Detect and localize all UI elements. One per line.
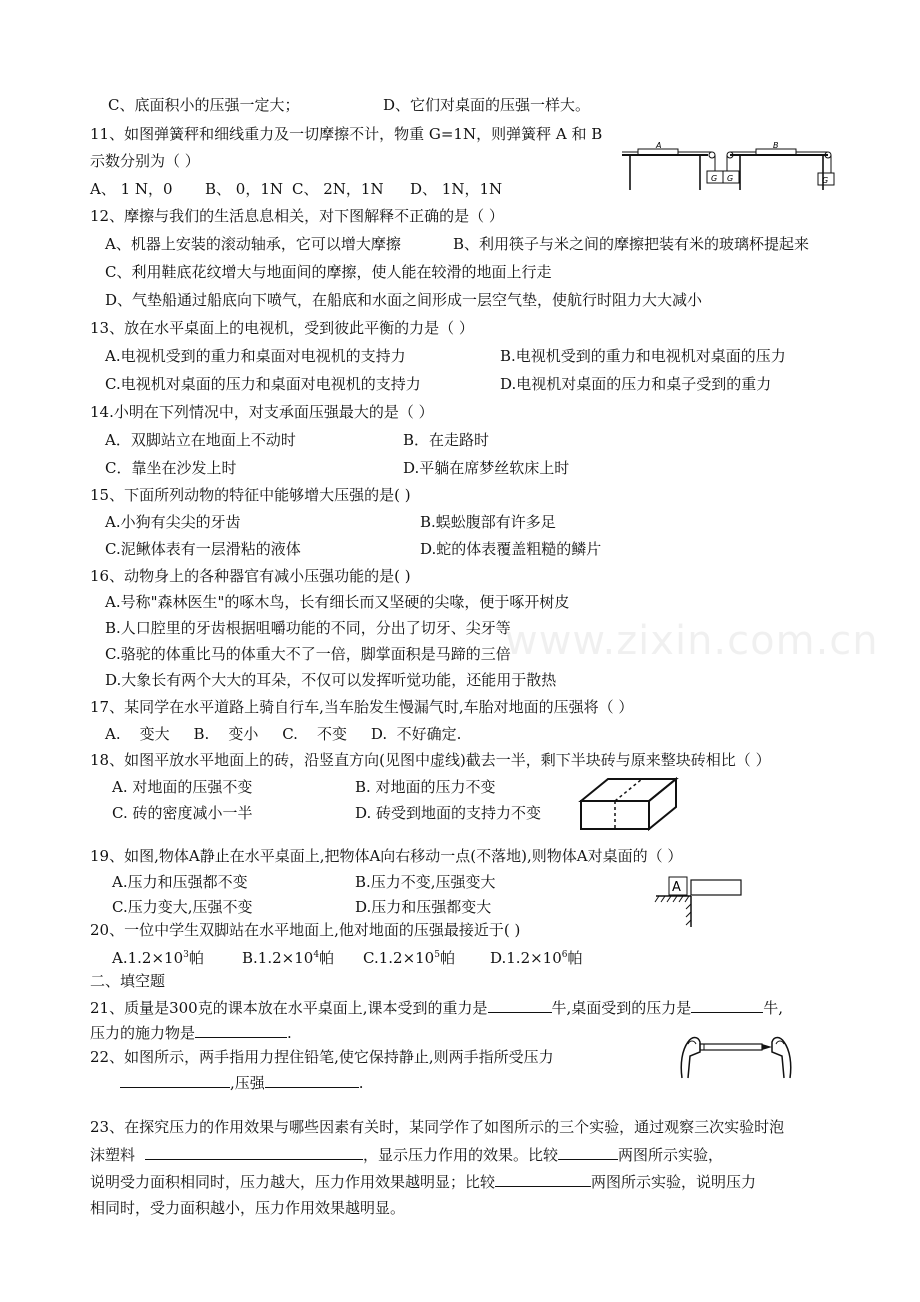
q18-option-d: D. 砖受到地面的支持力不变 (355, 804, 542, 822)
q14-option-b: B．在走路时 (403, 431, 490, 449)
q21-blank-1[interactable] (488, 997, 552, 1013)
weight-g-label-3: G (822, 176, 829, 185)
q23-blank-2[interactable] (558, 1144, 618, 1160)
scale-b-label: B (773, 141, 779, 150)
q17-stem: 17、某同学在水平道路上骑自行车,当车胎发生慢漏气时,车胎对地面的压强将（ ） (90, 698, 634, 716)
q11-option-b: B、 0，1N (205, 180, 284, 198)
q23-line-1: 23、在探究压力的作用效果与哪些因素有关时，某同学作了如图所示的三个实验，通过观察三次实验时泡 (90, 1118, 785, 1136)
q19-option-a: A.压力和压强都不变 (112, 873, 248, 891)
q18-stem: 18、如图平放水平地面上的砖，沿竖直方向(见图中虚线)截去一半，剩下半块砖与原来整块砖相比（ ） (90, 751, 771, 769)
q13-option-d: D.电视机对桌面的压力和桌子受到的重力 (500, 375, 772, 393)
q13-stem: 13、放在水平桌面上的电视机，受到彼此平衡的力是（ ） (90, 319, 474, 337)
q11-option-c: C、 2N，1N (292, 180, 384, 198)
q11-stem-2: 示数分别为（ ） (90, 152, 200, 170)
q22-blank-2[interactable] (265, 1072, 359, 1088)
q18-option-b: B. 对地面的压力不变 (355, 778, 496, 796)
spring-scale-figure (618, 138, 838, 193)
weight-g-label-1: G (711, 174, 718, 183)
q21-blank-3[interactable] (195, 1022, 287, 1038)
q23-line-3: 说明受力面积相同时，压力越大，压力作用效果越明显；比较 两图所示实验，说明压力 (90, 1173, 757, 1191)
q19-stem: 19、如图,物体A静止在水平桌面上,把物体A向右移动一点(不落地),则物体A对桌面的（ ） (90, 847, 683, 865)
q13-option-c: C.电视机对桌面的压力和桌面对电视机的支持力 (105, 375, 421, 393)
q20-option-c: $C.1.2\times 10^5$帕 (363, 949, 455, 967)
q22-line-2: ,压强 . (120, 1072, 364, 1093)
q14-option-c: C．靠坐在沙发上时 (105, 459, 237, 477)
q23-line-2: 沫塑料 ，显示压力作用的效果。比较 两图所示实验， (90, 1146, 724, 1164)
q11-option-a: A、 1 N，0 (90, 180, 173, 198)
q13-option-b: B.电视机受到的重力和电视机对桌面的压力 (500, 347, 786, 365)
q10-option-d: D、它们对桌面的压强一样大。 (383, 96, 591, 114)
q19-option-c: C.压力变大,压强不变 (112, 898, 253, 916)
block-a-label: A (672, 880, 681, 895)
q15-option-a: A.小狗有尖尖的牙齿 (105, 513, 241, 531)
scale-a-label: A (656, 141, 662, 150)
section-heading: 二、填空题 (90, 972, 166, 990)
q13-option-a: A.电视机受到的重力和桌面对电视机的支持力 (105, 347, 406, 365)
q23-blank-3[interactable] (495, 1171, 591, 1187)
q20-option-d: $D.1.2\times 10^6$帕 (490, 949, 583, 967)
q11-stem: 11、如图弹簧秤和细线重力及一切摩擦不计，物重 G=1N，则弹簧秤 A 和 B (90, 125, 603, 143)
q15-stem: 15、下面所列动物的特征中能够增大压强的是( ) (90, 486, 411, 504)
q15-option-c: C.泥鳅体表有一层滑粘的液体 (105, 540, 301, 558)
q16-option-d: D.大象长有两个大大的耳朵，不仅可以发挥听觉功能，还能用于散热 (105, 671, 557, 689)
q12-stem: 12、摩擦与我们的生活息息相关，对下图解释不正确的是（ ） (90, 207, 504, 225)
q21-line-2: 压力的施力物是 . (90, 1024, 292, 1042)
q10-option-c: C、底面积小的压强一定大； (108, 96, 300, 114)
q20-option-b: $B.1.2\times 10^4$帕 (242, 949, 335, 967)
q12-option-b: B、利用筷子与米之间的摩擦把装有米的玻璃杯提起来 (453, 235, 810, 253)
q20-option-a: $A.1.2\times 10^3$帕 (112, 949, 204, 967)
brick-figure (578, 775, 680, 833)
q19-option-b: B.压力不变,压强变大 (355, 873, 496, 891)
q16-option-b: B.人口腔里的牙齿根据咀嚼功能的不同，分出了切牙、尖牙等 (105, 619, 511, 637)
q21-line-1: 21、质量是300克的课本放在水平桌面上,课本受到的重力是 牛,桌面受到的压力是 牛, (90, 999, 784, 1017)
watermark: www.zixin.com.cn (505, 618, 879, 664)
q14-option-a: A．双脚站立在地面上不动时 (105, 431, 296, 449)
q23-blank-1[interactable] (145, 1144, 363, 1160)
q15-option-d: D.蛇的体表覆盖粗糙的鳞片 (420, 540, 602, 558)
pencil-fingers-figure (676, 1024, 796, 1082)
q15-option-b: B.蜈蚣腹部有许多足 (420, 513, 556, 531)
q20-stem: 20、一位中学生双脚站在水平地面上,他对地面的压强最接近于( ) (90, 921, 521, 939)
q16-stem: 16、动物身上的各种器官有减小压强功能的是( ) (90, 567, 411, 585)
table-block-figure (654, 872, 748, 930)
q14-option-d: D.平躺在席梦丝软床上时 (403, 459, 570, 477)
q14-stem: 14.小明在下列情况中，对支承面压强最大的是（ ） (90, 403, 434, 421)
q19-option-d: D.压力和压强都变大 (355, 898, 492, 916)
q22-stem: 22、如图所示，两手指用力捏住铅笔,使它保持静止,则两手指所受压力 (90, 1048, 554, 1066)
q22-blank-1[interactable] (120, 1072, 230, 1088)
q12-option-c: C、利用鞋底花纹增大与地面间的摩擦，使人能在较滑的地面上行走 (105, 263, 552, 281)
q12-option-a: A、机器上安装的滚动轴承，它可以增大摩擦 (105, 235, 401, 253)
q18-option-a: A. 对地面的压强不变 (112, 778, 253, 796)
weight-g-label-2: G (727, 174, 734, 183)
q17-options: A. 变大 B. 变小 C. 不变 D. 不好确定. (105, 725, 462, 743)
q16-option-c: C.骆驼的体重比马的体重大不了一倍，脚掌面积是马蹄的三倍 (105, 645, 511, 663)
q11-option-d: D、 1N，1N (410, 180, 503, 198)
q18-option-c: C. 砖的密度减小一半 (112, 804, 253, 822)
q16-option-a: A.号称"森林医生"的啄木鸟，长有细长而又坚硬的尖喙，便于啄开树皮 (105, 593, 570, 611)
q21-blank-2[interactable] (691, 997, 763, 1013)
q12-option-d: D、气垫船通过船底向下喷气，在船底和水面之间形成一层空气垫，使航行时阻力大大减小 (105, 291, 703, 309)
q23-line-4: 相同时，受力面积越小，压力作用效果越明显。 (90, 1199, 406, 1217)
